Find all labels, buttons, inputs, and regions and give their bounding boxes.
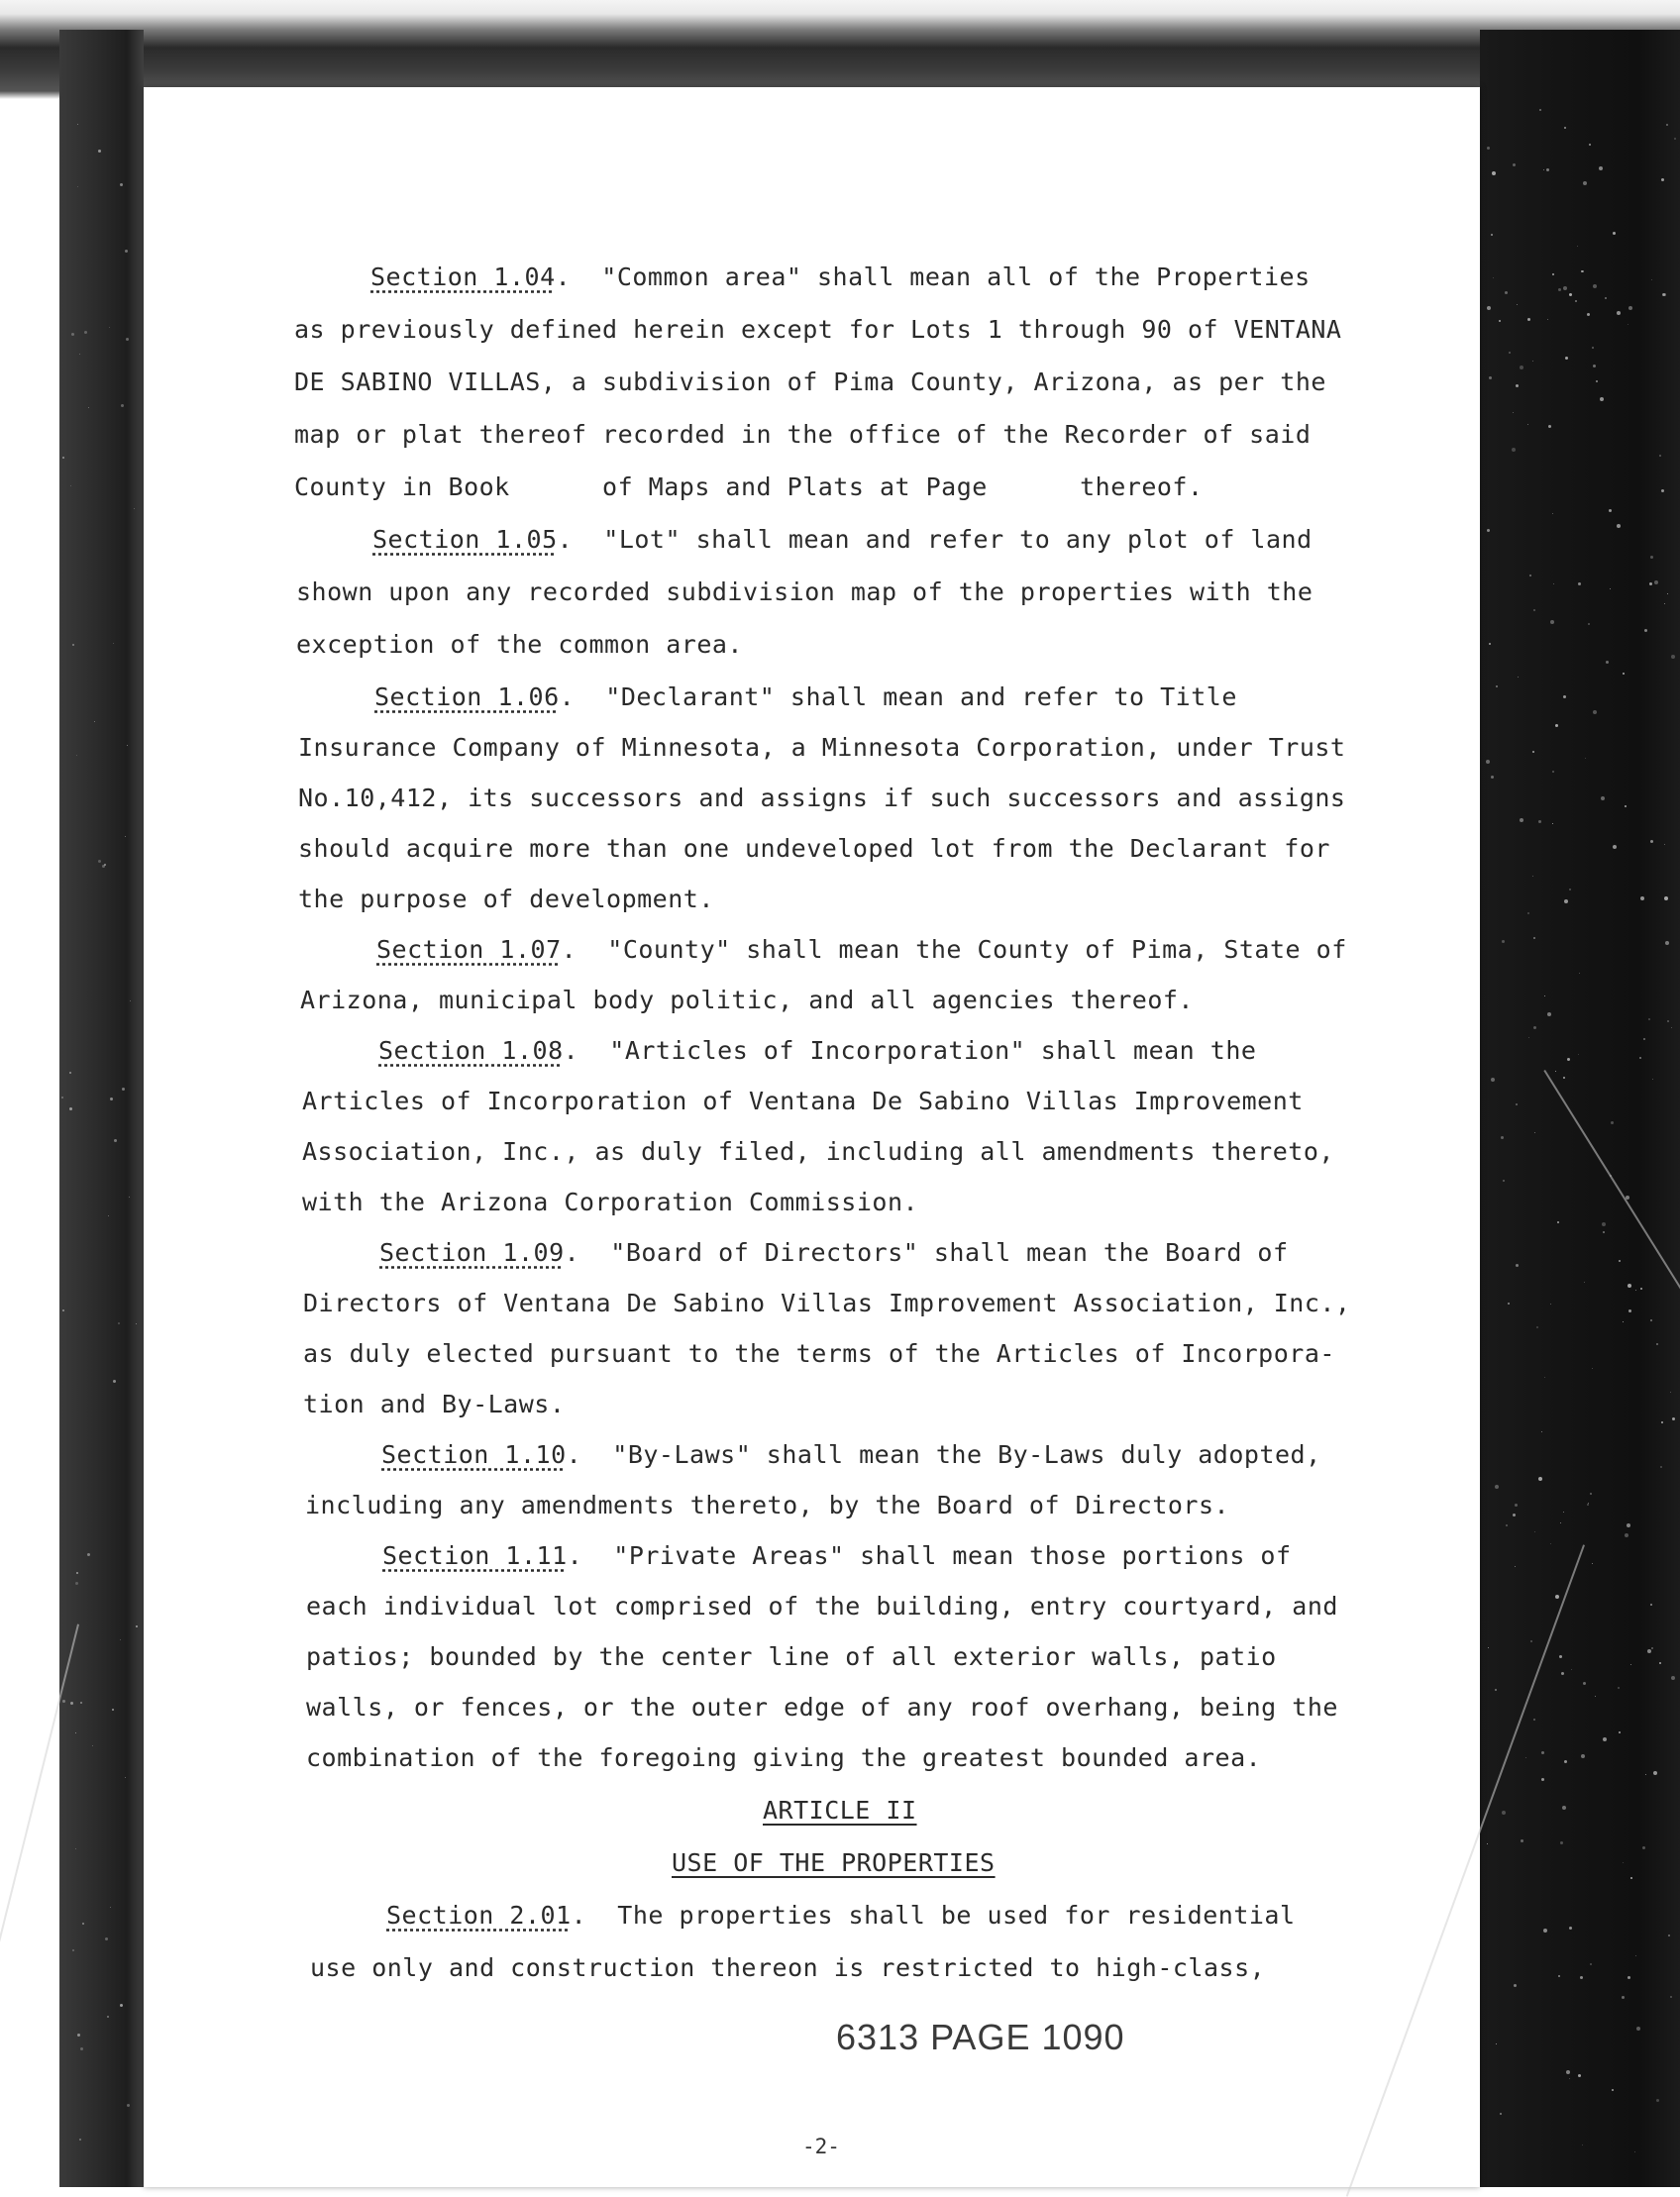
- section-1-07-line-1: Section 1.07. "County" shall mean the County of Pima, State of: [376, 935, 1347, 964]
- section-1-07-line-2: Arizona, municipal body politic, and all agencies thereof.: [300, 986, 1194, 1014]
- article-number: ARTICLE II: [763, 1796, 917, 1825]
- section-label: Section 1.08: [378, 1036, 564, 1065]
- section-label: Section 2.01: [386, 1901, 572, 1930]
- section-1-04-line-4: map or plat thereof recorded in the office of the Recorder of said: [294, 420, 1312, 449]
- scan-right-border: [1480, 30, 1680, 2187]
- section-1-09-line-1: Section 1.09. "Board of Directors" shall mean the Board of: [379, 1238, 1289, 1267]
- section-1-04-line-5: County in Book of Maps and Plats at Page thereof.: [294, 472, 1204, 501]
- section-label: Section 1.05: [372, 525, 558, 554]
- section-1-05-line-1: Section 1.05. "Lot" shall mean and refer to any plot of land: [372, 525, 1312, 554]
- section-1-06-line-3: No.10,412, its successors and assigns if such successors and assigns: [298, 784, 1346, 812]
- section-1-09-line-4: tion and By-Laws.: [303, 1390, 566, 1418]
- section-1-04-line-1: Section 1.04. "Common area" shall mean all of the Properties: [370, 262, 1311, 291]
- section-label: Section 1.06: [374, 682, 560, 711]
- article-title: USE OF THE PROPERTIES: [672, 1848, 996, 1877]
- section-1-11-line-1: Section 1.11. "Private Areas" shall mean those portions of: [382, 1541, 1292, 1570]
- page-number: -2-: [802, 2135, 840, 2158]
- section-1-06-line-5: the purpose of development.: [298, 885, 714, 913]
- section-label: Section 1.07: [376, 935, 562, 964]
- section-2-01-line-1: Section 2.01. The properties shall be used for residential: [386, 1901, 1296, 1930]
- section-1-08-line-4: with the Arizona Corporation Commission.: [302, 1188, 919, 1216]
- section-1-04-line-2: as previously defined herein except for Lots 1 through 90 of VENTANA: [294, 315, 1342, 344]
- section-1-09-line-3: as duly elected pursuant to the terms of the Articles of Incorpora-: [303, 1339, 1335, 1368]
- scan-margin-left: [0, 0, 59, 2187]
- recording-stamp: 6313 PAGE 1090: [836, 2017, 1125, 2057]
- section-2-01-line-2: use only and construction thereon is restricted to high-class,: [310, 1953, 1266, 1982]
- section-1-11-line-5: combination of the foregoing giving the greatest bounded area.: [306, 1743, 1262, 1772]
- section-1-08-line-3: Association, Inc., as duly filed, including all amendments thereto,: [302, 1137, 1334, 1166]
- section-1-11-line-4: walls, or fences, or the outer edge of any roof overhang, being the: [306, 1693, 1338, 1722]
- section-1-08-line-1: Section 1.08. "Articles of Incorporation" shall mean the: [378, 1036, 1257, 1065]
- section-1-05-line-3: exception of the common area.: [296, 630, 743, 659]
- section-1-10-line-2: including any amendments thereto, by the Board of Directors.: [305, 1491, 1230, 1519]
- section-1-08-line-2: Articles of Incorporation of Ventana De Sabino Villas Improvement: [302, 1087, 1304, 1115]
- section-label: Section 1.04: [370, 262, 556, 291]
- scan-top-edge: [0, 0, 1680, 99]
- section-1-11-line-2: each individual lot comprised of the building, entry courtyard, and: [306, 1592, 1338, 1621]
- section-1-10-line-1: Section 1.10. "By-Laws" shall mean the By-Laws duly adopted,: [381, 1440, 1321, 1469]
- section-1-04-line-3: DE SABINO VILLAS, a subdivision of Pima County, Arizona, as per the: [294, 367, 1326, 396]
- section-1-05-line-2: shown upon any recorded subdivision map of the properties with the: [296, 577, 1313, 606]
- section-label: Section 1.10: [381, 1440, 567, 1469]
- section-1-06-line-2: Insurance Company of Minnesota, a Minnesota Corporation, under Trust: [298, 733, 1346, 762]
- section-1-06-line-1: Section 1.06. "Declarant" shall mean and refer to Title: [374, 682, 1237, 711]
- section-1-11-line-3: patios; bounded by the center line of all exterior walls, patio: [306, 1642, 1277, 1671]
- section-label: Section 1.11: [382, 1541, 568, 1570]
- section-1-09-line-2: Directors of Ventana De Sabino Villas Improvement Association, Inc.,: [303, 1289, 1351, 1317]
- section-label: Section 1.09: [379, 1238, 565, 1267]
- section-1-06-line-4: should acquire more than one undeveloped lot from the Declarant for: [298, 834, 1330, 863]
